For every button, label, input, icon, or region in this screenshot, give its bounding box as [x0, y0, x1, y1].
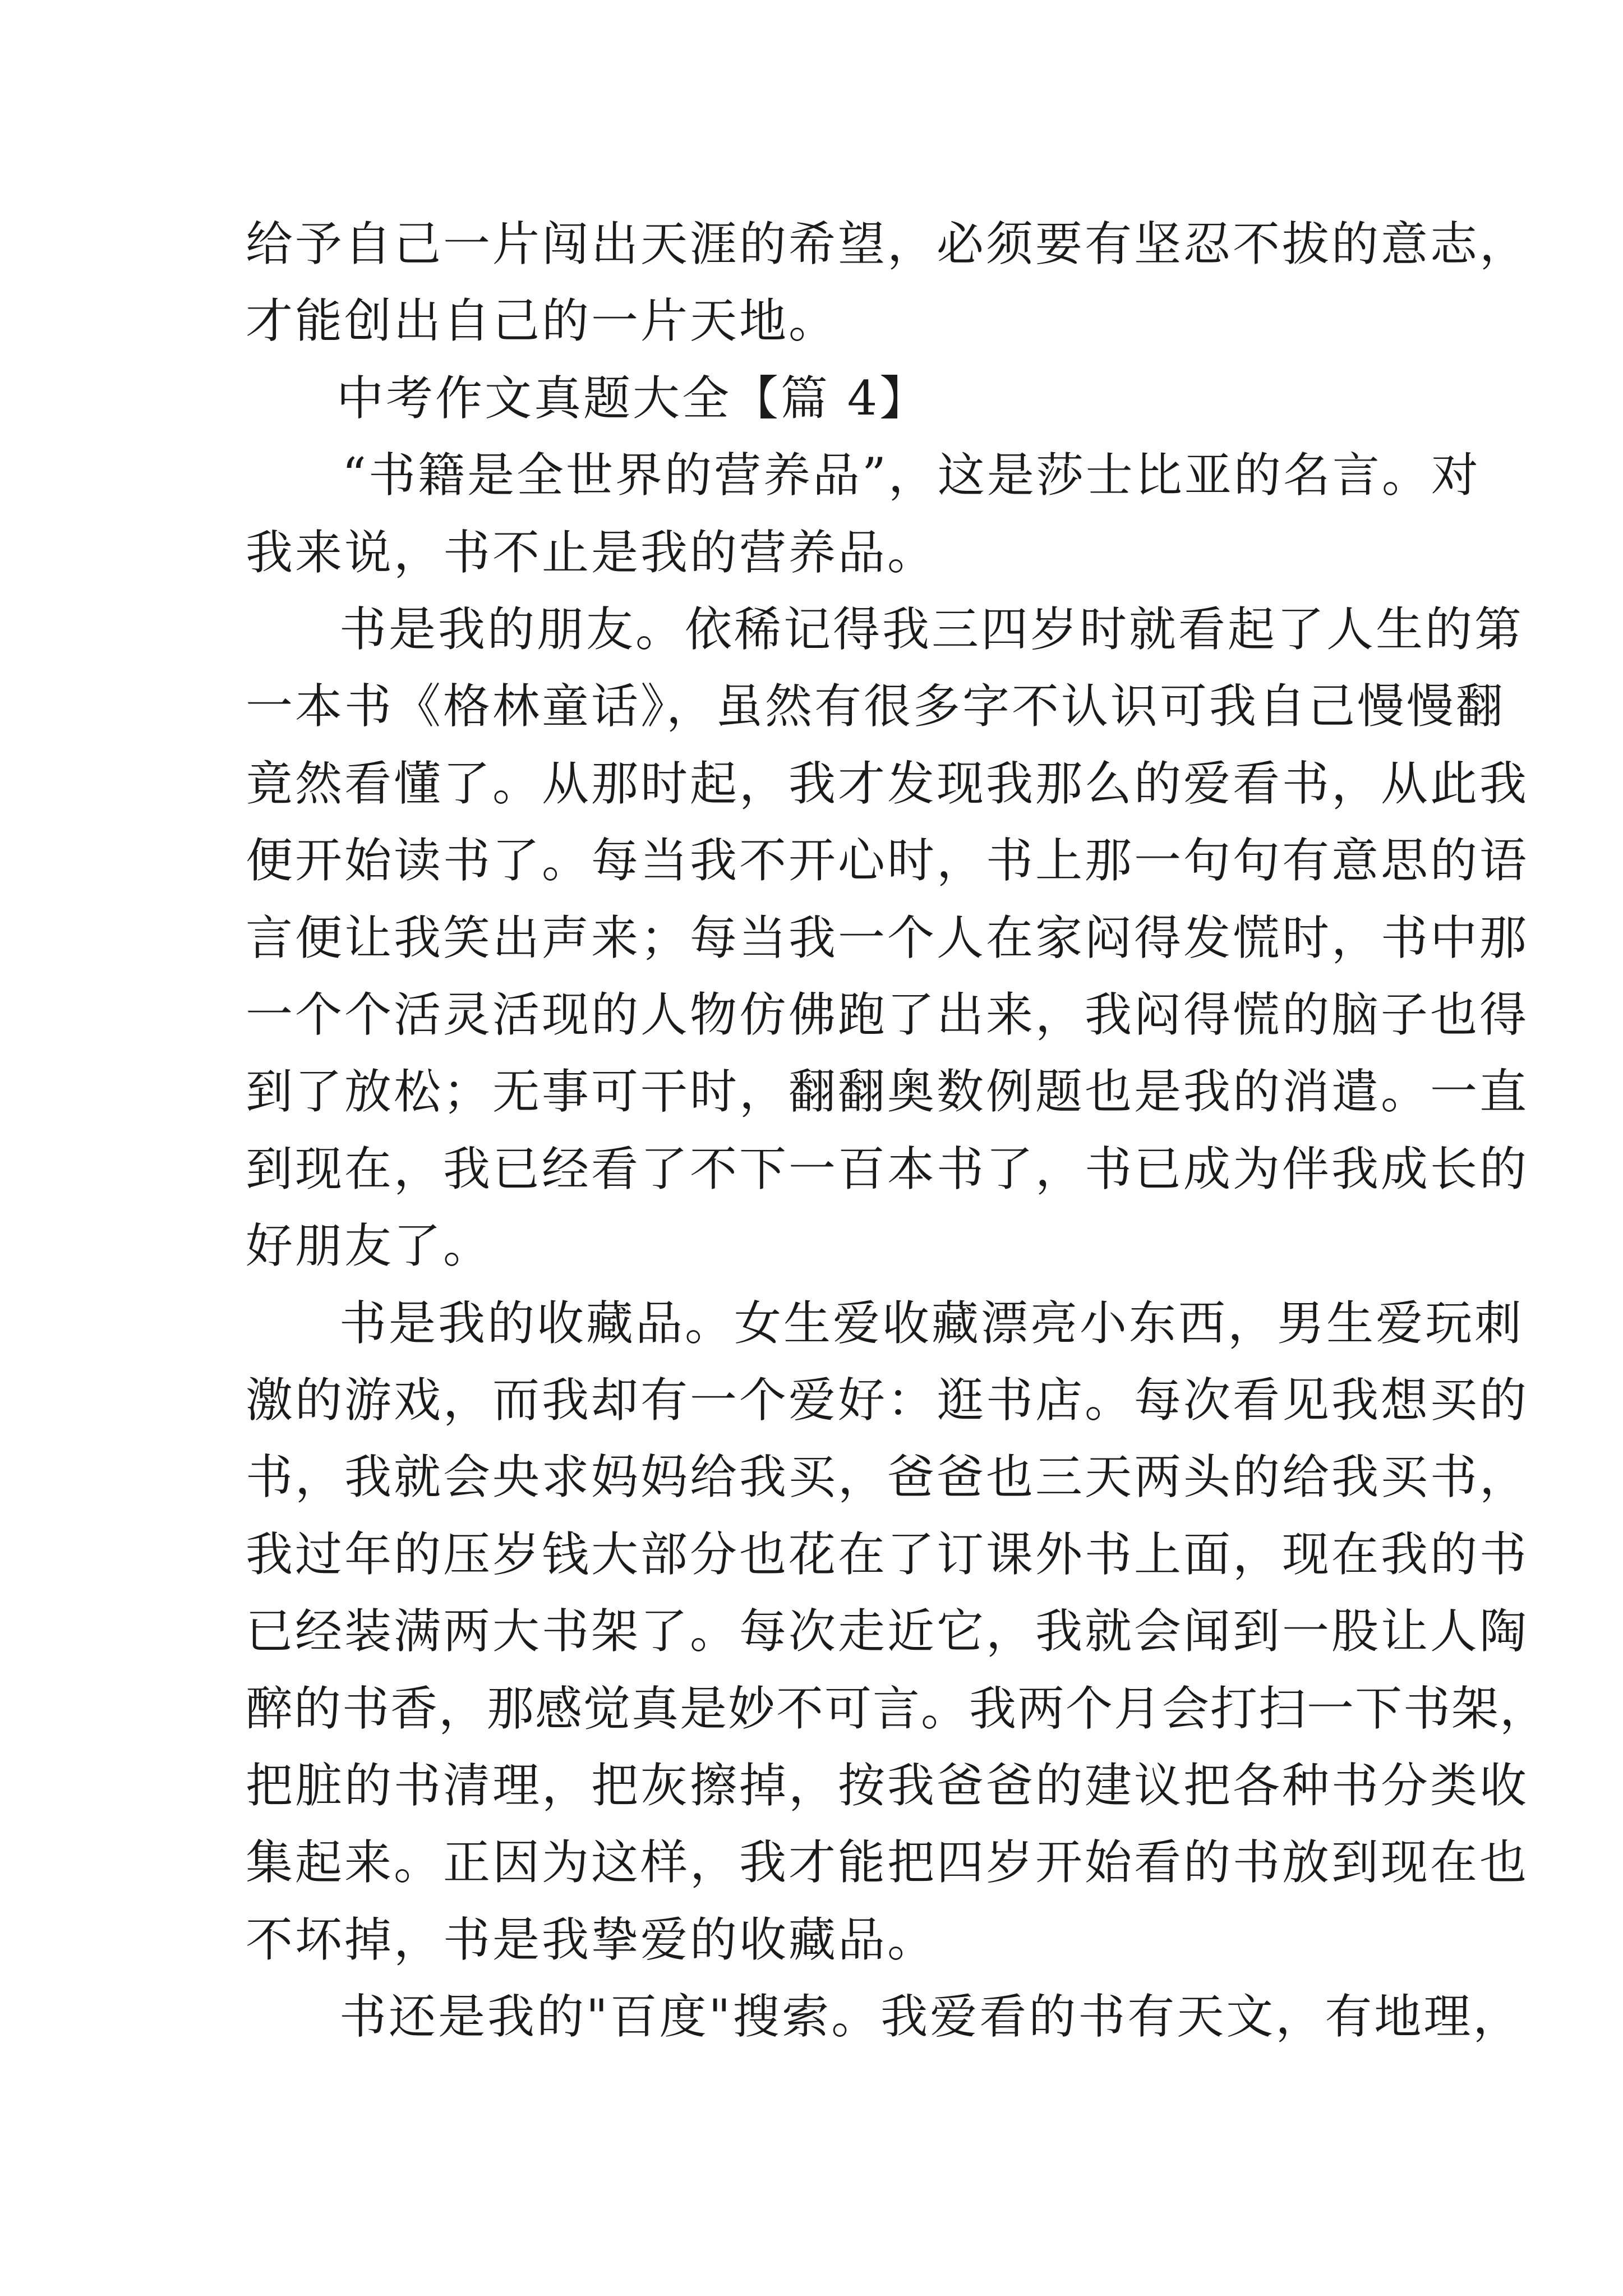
text-line: 不坏掉，书是我挚爱的收藏品。: [246, 1912, 937, 1967]
text-line: 到了放松；无事可干时，翻翻奥数例题也是我的消遣。一直: [246, 1064, 1529, 1119]
text-line: 竟然看懂了。从那时起，我才发现我那么的爱看书，从此我: [246, 756, 1529, 811]
text-line: 已经装满两大书架了。每次走近它，我就会闻到一股让人陶: [246, 1604, 1529, 1659]
paragraph-first-line: 书还是我的"百度"搜索。我爱看的书有天文，有地理，: [339, 1989, 1523, 2044]
text-line: 激的游戏，而我却有一个爱好：逛书店。每次看见我想买的: [246, 1373, 1529, 1428]
text-line: 一本书《格林童话》，虽然有很多字不认识可我自己慢慢翻: [246, 679, 1506, 734]
text-line: 好朋友了。: [246, 1218, 493, 1273]
text-line: 到现在，我已经看了不下一百本书了，书已成为伴我成长的: [246, 1142, 1529, 1197]
text-line: 把脏的书清理，把灰擦掉，按我爸爸的建议把各种书分类收: [246, 1758, 1529, 1813]
paragraph-first-line: 书是我的收藏品。女生爱收藏漂亮小东西，男生爱玩刺: [339, 1296, 1524, 1351]
text-line: 一个个活灵活现的人物仿佛跑了出来，我闷得慌的脑子也得: [246, 987, 1529, 1042]
text-line: 我来说，书不止是我的营养品。: [246, 525, 937, 580]
paragraph-first-line: 书是我的朋友。依稀记得我三四岁时就看起了人生的第: [339, 602, 1524, 657]
text-line: 言便让我笑出声来；每当我一个人在家闷得发慌时，书中那: [246, 910, 1529, 965]
text-line: 集起来。正因为这样，我才能把四岁开始看的书放到现在也: [246, 1835, 1529, 1890]
text-line: 书，我就会央求妈妈给我买，爸爸也三天两头的给我买书，: [246, 1450, 1529, 1504]
paragraph-first-line: “书籍是全世界的营养品”，这是莎士比亚的名言。对: [342, 448, 1481, 503]
text-line: 醉的书香，那感觉真是妙不可言。我两个月会打扫一下书架，: [246, 1681, 1548, 1736]
text-line: 便开始读书了。每当我不开心时，书上那一句句有意思的语: [246, 833, 1529, 888]
text-line: 我过年的压岁钱大部分也花在了订课外书上面，现在我的书: [246, 1527, 1529, 1582]
section-heading: 中考作文真题大全【篇 4】: [336, 371, 929, 426]
text-line: 才能创出自己的一片天地。: [246, 293, 838, 348]
text-line: 给予自己一片闯出天涯的希望，必须要有坚忍不拔的意志，: [246, 217, 1529, 272]
